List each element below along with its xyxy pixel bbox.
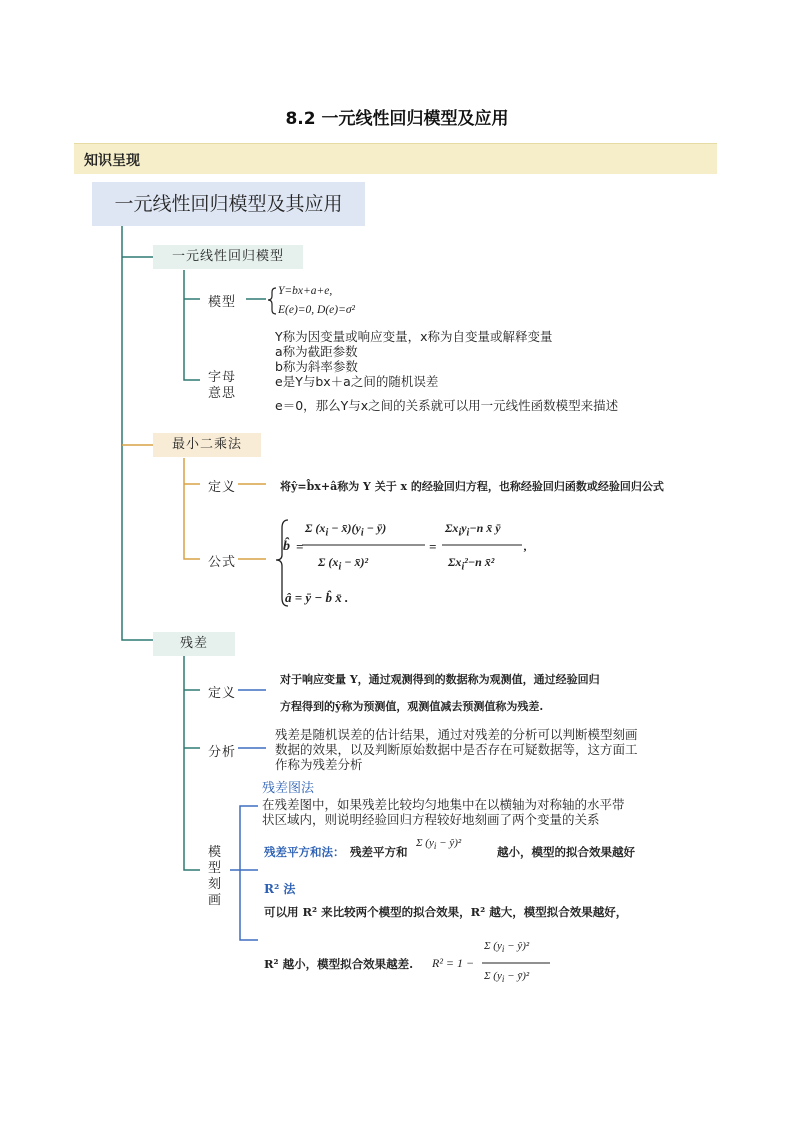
mindmap-root: 一元线性回归模型及其应用: [92, 182, 365, 226]
ssr-text-b: 越小，模型的拟合效果越好: [497, 845, 635, 859]
label-meaning-2: 意思: [208, 386, 237, 401]
label-meaning-1: 字母: [208, 370, 237, 385]
meaning-line: e＝0，那么Y与x之间的关系就可以用一元线性函数模型来描述: [275, 398, 619, 413]
analysis-line: 残差是随机误差的估计结果，通过对残差的分析可以判断模型刻画: [275, 727, 638, 742]
label-model-char: 模: [208, 845, 223, 860]
meaning-line: e是Y与bx＋a之间的随机误差: [275, 374, 439, 389]
section-header-label: 知识呈现: [84, 153, 140, 169]
meaning-line: Y称为因变量或响应变量，x称为自变量或解释变量: [275, 329, 553, 344]
label-analysis: 分析: [208, 745, 237, 760]
b-denominator: Σ ($x_i$ − x̄)²: [318, 555, 369, 573]
label-model-char: 画: [208, 893, 223, 908]
residual-definition-line: 方程得到的ŷ称为预测值，观测值减去预测值称为残差.: [280, 700, 544, 713]
label-model: 模型: [208, 295, 237, 310]
residual-definition-line: 对于响应变量 Y，通过观测得到的数据称为观测值，通过经验回归: [280, 673, 600, 686]
ssr-sum: Σ ($y_i$ − ŷ)²: [416, 837, 462, 852]
r2-line: R² 越小，模型拟合效果越差.: [264, 957, 414, 971]
model-equation-2: E(e)=0, D(e)=σ²: [278, 304, 355, 316]
r2-numerator: Σ ($y_i$ − ŷ)²: [484, 940, 530, 955]
residual-plot-title: 残差图法: [262, 781, 315, 796]
meaning-line: a称为截距参数: [275, 344, 358, 359]
node-linear-model: 一元线性回归模型: [153, 245, 303, 269]
label-model-char: 型: [208, 861, 223, 876]
b-numerator-alt: $\Sigma x_iy_i-n$ x̄ ȳ: [445, 521, 501, 539]
b-numerator: Σ ($x_i$ − $x̄)(y_i$ − ȳ): [305, 521, 387, 539]
label-formula: 公式: [208, 555, 237, 570]
comma: ,: [524, 539, 527, 553]
equals-sign-2: =: [429, 539, 437, 554]
b-hat-symbol: b̂: [283, 539, 290, 554]
residual-plot-line: 在残差图中，如果残差比较均匀地集中在以横轴为对称轴的水平带: [262, 797, 625, 812]
page-title: 8.2 一元线性回归模型及应用: [285, 109, 509, 129]
r2-title: R² 法: [264, 882, 296, 896]
r2-line: 可以用 R² 来比较两个模型的拟合效果，R² 越大，模型拟合效果越好，: [264, 905, 628, 919]
equals-sign: =: [296, 539, 304, 554]
ssr-text-a: 残差平方和: [350, 845, 408, 859]
label-definition: 定义: [208, 480, 237, 495]
analysis-line: 作称为残差分析: [275, 757, 363, 772]
label-definition: 定义: [208, 686, 237, 701]
least-squares-definition: 将ŷ=b̂x+â称为 Y 关于 x 的经验回归方程，也称经验回归函数或经验回归公式: [280, 480, 664, 493]
residual-plot-line: 状区域内，则说明经验回归方程较好地刻画了两个变量的关系: [262, 812, 600, 827]
node-least-squares: 最小二乘法: [153, 433, 261, 457]
node-residual: 残差: [153, 632, 235, 656]
ssr-title: 残差平方和法：: [264, 845, 345, 859]
label-model-char: 刻: [208, 877, 223, 892]
r2-denominator: Σ ($y_i$ − ȳ)²: [484, 970, 530, 985]
model-equation-1: Y=bx+a+e,: [278, 285, 333, 297]
b-denominator-alt: $\Sigma x_i^2-n$ x̄²: [448, 555, 495, 573]
r2-formula-lhs: R² = 1 −: [432, 956, 475, 970]
a-hat-formula: â = ȳ − b̂ x̄ .: [285, 590, 349, 605]
meaning-line: b称为斜率参数: [275, 359, 358, 374]
analysis-line: 数据的效果，以及判断原始数据中是否存在可疑数据等，这方面工: [275, 742, 638, 757]
